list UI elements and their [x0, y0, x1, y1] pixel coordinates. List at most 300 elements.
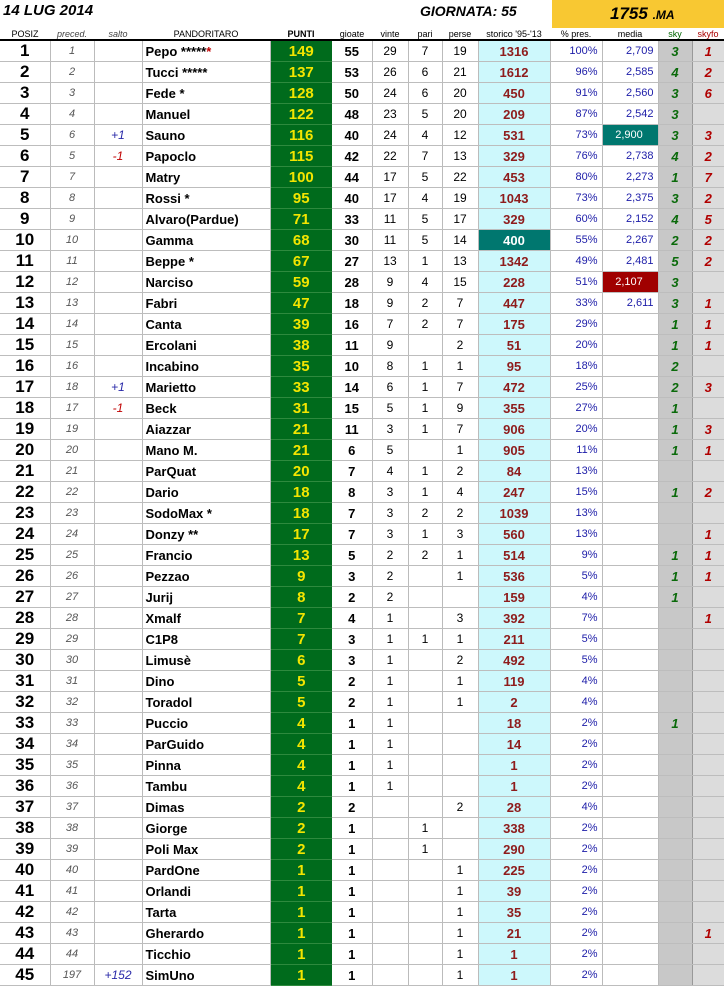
sky-cell — [658, 755, 692, 776]
won-cell: 11 — [372, 209, 408, 230]
skyfo-cell: 2 — [692, 482, 724, 503]
sky-cell — [658, 881, 692, 902]
player-name-cell: C1P8 — [142, 629, 270, 650]
historic-cell: 159 — [478, 587, 550, 608]
header-vinte: vinte — [372, 28, 408, 40]
drawn-cell: 1 — [408, 398, 442, 419]
played-cell: 40 — [332, 125, 372, 146]
points-cell: 39 — [270, 314, 332, 335]
position-cell: 10 — [0, 230, 50, 251]
player-name-cell: Orlandi — [142, 881, 270, 902]
points-cell: 31 — [270, 398, 332, 419]
previous-position-cell: 3 — [50, 83, 94, 104]
won-cell: 22 — [372, 146, 408, 167]
presence-cell: 5% — [550, 650, 602, 671]
historic-cell: 119 — [478, 671, 550, 692]
jump-cell — [94, 818, 142, 839]
drawn-cell — [408, 566, 442, 587]
presence-cell: 4% — [550, 797, 602, 818]
jump-cell — [94, 713, 142, 734]
jump-cell — [94, 944, 142, 965]
presence-cell: 87% — [550, 104, 602, 125]
player-name-cell: Fede * — [142, 83, 270, 104]
drawn-cell — [408, 692, 442, 713]
previous-position-cell: 4 — [50, 104, 94, 125]
table-row — [0, 272, 724, 293]
table-row — [0, 671, 724, 692]
table-row — [0, 461, 724, 482]
points-cell: 1 — [270, 902, 332, 923]
played-cell: 30 — [332, 230, 372, 251]
points-cell: 33 — [270, 377, 332, 398]
previous-position-cell: 14 — [50, 314, 94, 335]
presence-cell: 15% — [550, 482, 602, 503]
position-cell: 29 — [0, 629, 50, 650]
drawn-cell — [408, 923, 442, 944]
presence-cell: 25% — [550, 377, 602, 398]
position-cell: 30 — [0, 650, 50, 671]
points-cell: 4 — [270, 734, 332, 755]
average-cell — [602, 398, 658, 419]
won-cell: 4 — [372, 461, 408, 482]
player-name-cell: Fabri — [142, 293, 270, 314]
jump-cell — [94, 440, 142, 461]
presence-cell: 4% — [550, 671, 602, 692]
previous-position-cell: 36 — [50, 776, 94, 797]
skyfo-cell — [692, 734, 724, 755]
historic-cell: 228 — [478, 272, 550, 293]
played-cell: 27 — [332, 251, 372, 272]
historic-cell: 453 — [478, 167, 550, 188]
historic-cell: 329 — [478, 209, 550, 230]
won-cell: 7 — [372, 314, 408, 335]
table-row — [0, 335, 724, 356]
won-cell — [372, 965, 408, 986]
player-name-cell: Francio — [142, 545, 270, 566]
presence-cell: 27% — [550, 398, 602, 419]
player-name-cell: Gherardo — [142, 923, 270, 944]
sky-cell — [658, 524, 692, 545]
skyfo-cell — [692, 860, 724, 881]
presence-cell: 80% — [550, 167, 602, 188]
position-cell: 23 — [0, 503, 50, 524]
average-cell — [602, 335, 658, 356]
position-cell: 17 — [0, 377, 50, 398]
skyfo-cell — [692, 755, 724, 776]
lost-cell: 2 — [442, 650, 478, 671]
played-cell: 1 — [332, 860, 372, 881]
lost-cell: 7 — [442, 314, 478, 335]
lost-cell: 1 — [442, 692, 478, 713]
points-cell: 116 — [270, 125, 332, 146]
sky-cell: 5 — [658, 251, 692, 272]
previous-position-cell: 17 — [50, 398, 94, 419]
drawn-cell: 4 — [408, 272, 442, 293]
presence-cell: 20% — [550, 335, 602, 356]
won-cell: 1 — [372, 671, 408, 692]
played-cell: 1 — [332, 881, 372, 902]
jump-cell — [94, 587, 142, 608]
player-name-cell: Pezzao — [142, 566, 270, 587]
average-cell: 2,107 — [602, 272, 658, 293]
drawn-cell: 1 — [408, 629, 442, 650]
player-name-cell: Alvaro(Pardue) — [142, 209, 270, 230]
presence-cell: 2% — [550, 860, 602, 881]
jump-cell — [94, 839, 142, 860]
points-cell: 1 — [270, 923, 332, 944]
average-cell — [602, 755, 658, 776]
average-cell — [602, 734, 658, 755]
sky-cell: 2 — [658, 356, 692, 377]
presence-cell: 2% — [550, 923, 602, 944]
table-row — [0, 62, 724, 83]
previous-position-cell: 26 — [50, 566, 94, 587]
player-name-cell: Sauno — [142, 125, 270, 146]
historic-cell: 209 — [478, 104, 550, 125]
previous-position-cell: 6 — [50, 125, 94, 146]
won-cell: 1 — [372, 650, 408, 671]
presence-cell: 60% — [550, 209, 602, 230]
points-cell: 5 — [270, 671, 332, 692]
standings-table — [0, 28, 724, 986]
player-name-cell: Puccio — [142, 713, 270, 734]
skyfo-cell: 1 — [692, 608, 724, 629]
won-cell: 3 — [372, 482, 408, 503]
played-cell: 3 — [332, 566, 372, 587]
points-cell: 6 — [270, 650, 332, 671]
jump-cell — [94, 734, 142, 755]
won-cell: 1 — [372, 776, 408, 797]
average-cell: 2,542 — [602, 104, 658, 125]
points-cell: 59 — [270, 272, 332, 293]
presence-cell: 11% — [550, 440, 602, 461]
skyfo-cell: 2 — [692, 251, 724, 272]
won-cell: 9 — [372, 335, 408, 356]
presence-cell: 13% — [550, 524, 602, 545]
skyfo-cell — [692, 881, 724, 902]
position-cell: 27 — [0, 587, 50, 608]
table-row — [0, 188, 724, 209]
drawn-cell — [408, 650, 442, 671]
jump-cell: +152 — [94, 965, 142, 986]
presence-cell: 2% — [550, 902, 602, 923]
player-name-cell: Donzy ** — [142, 524, 270, 545]
drawn-cell — [408, 965, 442, 986]
position-cell: 43 — [0, 923, 50, 944]
position-cell: 37 — [0, 797, 50, 818]
points-cell: 67 — [270, 251, 332, 272]
player-name-cell: Giorge — [142, 818, 270, 839]
won-cell: 13 — [372, 251, 408, 272]
header-storico: storico '95-'13 — [478, 28, 550, 40]
average-cell — [602, 545, 658, 566]
won-cell — [372, 902, 408, 923]
jump-cell: -1 — [94, 146, 142, 167]
average-cell — [602, 377, 658, 398]
lost-cell — [442, 713, 478, 734]
header-preced: preced. — [50, 28, 94, 40]
table-row — [0, 83, 724, 104]
average-cell — [602, 314, 658, 335]
previous-position-cell: 2 — [50, 62, 94, 83]
position-cell: 4 — [0, 104, 50, 125]
previous-position-cell: 23 — [50, 503, 94, 524]
points-cell: 95 — [270, 188, 332, 209]
won-cell: 24 — [372, 83, 408, 104]
previous-position-cell: 39 — [50, 839, 94, 860]
header-media: media — [602, 28, 658, 40]
drawn-cell — [408, 587, 442, 608]
table-row — [0, 104, 724, 125]
sky-cell — [658, 461, 692, 482]
sky-cell: 3 — [658, 272, 692, 293]
presence-cell: 18% — [550, 356, 602, 377]
jump-cell — [94, 356, 142, 377]
position-cell: 15 — [0, 335, 50, 356]
jump-cell — [94, 209, 142, 230]
won-cell — [372, 818, 408, 839]
played-cell: 33 — [332, 209, 372, 230]
skyfo-cell — [692, 839, 724, 860]
lost-cell: 13 — [442, 251, 478, 272]
player-name-cell: Limusè — [142, 650, 270, 671]
previous-position-cell: 44 — [50, 944, 94, 965]
player-name-cell: PardOne — [142, 860, 270, 881]
skyfo-cell — [692, 461, 724, 482]
position-cell: 20 — [0, 440, 50, 461]
score-value — [610, 4, 675, 24]
played-cell: 1 — [332, 734, 372, 755]
presence-cell: 76% — [550, 146, 602, 167]
previous-position-cell: 34 — [50, 734, 94, 755]
played-cell: 11 — [332, 335, 372, 356]
previous-position-cell: 1 — [50, 40, 94, 62]
points-cell: 1 — [270, 965, 332, 986]
table-row — [0, 902, 724, 923]
jump-cell — [94, 902, 142, 923]
points-cell: 2 — [270, 818, 332, 839]
player-name-cell: SodoMax * — [142, 503, 270, 524]
played-cell: 1 — [332, 902, 372, 923]
played-cell: 4 — [332, 608, 372, 629]
sky-cell: 3 — [658, 188, 692, 209]
average-cell — [602, 713, 658, 734]
won-cell — [372, 944, 408, 965]
won-cell: 9 — [372, 293, 408, 314]
won-cell: 1 — [372, 755, 408, 776]
historic-cell: 531 — [478, 125, 550, 146]
presence-cell: 5% — [550, 566, 602, 587]
table-row — [0, 167, 724, 188]
average-cell — [602, 692, 658, 713]
presence-cell: 73% — [550, 125, 602, 146]
table-row — [0, 314, 724, 335]
historic-cell: 51 — [478, 335, 550, 356]
won-cell: 1 — [372, 629, 408, 650]
average-cell — [602, 860, 658, 881]
average-cell — [602, 818, 658, 839]
points-cell: 17 — [270, 524, 332, 545]
lost-cell: 1 — [442, 965, 478, 986]
jump-cell — [94, 881, 142, 902]
points-cell: 35 — [270, 356, 332, 377]
average-cell — [602, 902, 658, 923]
position-cell: 16 — [0, 356, 50, 377]
position-cell: 2 — [0, 62, 50, 83]
header-pres: % pres. — [550, 28, 602, 40]
average-cell: 2,267 — [602, 230, 658, 251]
points-cell: 7 — [270, 608, 332, 629]
previous-position-cell: 38 — [50, 818, 94, 839]
player-name-cell: Pinna — [142, 755, 270, 776]
sky-cell: 3 — [658, 125, 692, 146]
skyfo-cell: 1 — [692, 440, 724, 461]
lost-cell: 1 — [442, 545, 478, 566]
historic-cell: 355 — [478, 398, 550, 419]
lost-cell: 13 — [442, 146, 478, 167]
player-name-cell: SimUno — [142, 965, 270, 986]
average-cell: 2,611 — [602, 293, 658, 314]
points-cell: 7 — [270, 629, 332, 650]
drawn-cell: 5 — [408, 104, 442, 125]
previous-position-cell: 43 — [50, 923, 94, 944]
jump-cell — [94, 335, 142, 356]
presence-cell: 51% — [550, 272, 602, 293]
position-cell: 7 — [0, 167, 50, 188]
lost-cell: 1 — [442, 881, 478, 902]
historic-cell: 18 — [478, 713, 550, 734]
player-name-cell: Papoclo — [142, 146, 270, 167]
played-cell: 7 — [332, 461, 372, 482]
position-cell: 11 — [0, 251, 50, 272]
table-row — [0, 713, 724, 734]
presence-cell: 100% — [550, 40, 602, 62]
previous-position-cell: 21 — [50, 461, 94, 482]
lost-cell: 1 — [442, 629, 478, 650]
points-cell: 13 — [270, 545, 332, 566]
position-cell: 44 — [0, 944, 50, 965]
position-cell: 22 — [0, 482, 50, 503]
presence-cell: 13% — [550, 503, 602, 524]
table-row — [0, 839, 724, 860]
table-row — [0, 692, 724, 713]
points-cell: 100 — [270, 167, 332, 188]
table-row — [0, 587, 724, 608]
average-cell — [602, 482, 658, 503]
drawn-cell: 1 — [408, 482, 442, 503]
sky-cell: 1 — [658, 335, 692, 356]
played-cell: 1 — [332, 965, 372, 986]
presence-cell: 4% — [550, 587, 602, 608]
presence-cell: 2% — [550, 776, 602, 797]
average-cell — [602, 965, 658, 986]
table-row — [0, 776, 724, 797]
lost-cell — [442, 587, 478, 608]
jump-cell — [94, 83, 142, 104]
lost-cell: 1 — [442, 860, 478, 881]
historic-cell: 1 — [478, 755, 550, 776]
jump-cell — [94, 503, 142, 524]
drawn-cell: 1 — [408, 377, 442, 398]
drawn-cell — [408, 755, 442, 776]
table-row — [0, 125, 724, 146]
skyfo-cell — [692, 104, 724, 125]
player-name-cell: Jurij — [142, 587, 270, 608]
won-cell: 2 — [372, 545, 408, 566]
drawn-cell — [408, 944, 442, 965]
position-cell: 19 — [0, 419, 50, 440]
played-cell: 48 — [332, 104, 372, 125]
lost-cell: 7 — [442, 377, 478, 398]
points-cell: 5 — [270, 692, 332, 713]
sky-cell: 2 — [658, 377, 692, 398]
jump-cell — [94, 545, 142, 566]
top-bar — [0, 0, 724, 28]
played-cell: 3 — [332, 629, 372, 650]
previous-position-cell: 29 — [50, 629, 94, 650]
sky-cell — [658, 944, 692, 965]
points-cell: 20 — [270, 461, 332, 482]
won-cell: 29 — [372, 40, 408, 62]
sky-cell — [658, 671, 692, 692]
skyfo-cell — [692, 272, 724, 293]
average-cell — [602, 566, 658, 587]
points-cell: 4 — [270, 713, 332, 734]
skyfo-cell: 1 — [692, 314, 724, 335]
sky-cell: 3 — [658, 83, 692, 104]
table-row — [0, 440, 724, 461]
presence-cell: 96% — [550, 62, 602, 83]
lost-cell: 21 — [442, 62, 478, 83]
lost-cell — [442, 839, 478, 860]
drawn-cell: 7 — [408, 40, 442, 62]
previous-position-cell: 197 — [50, 965, 94, 986]
historic-cell: 2 — [478, 692, 550, 713]
historic-cell: 39 — [478, 881, 550, 902]
points-cell: 18 — [270, 503, 332, 524]
historic-cell: 905 — [478, 440, 550, 461]
position-cell: 14 — [0, 314, 50, 335]
skyfo-cell — [692, 650, 724, 671]
table-row — [0, 293, 724, 314]
drawn-cell — [408, 776, 442, 797]
historic-cell: 21 — [478, 923, 550, 944]
lost-cell — [442, 818, 478, 839]
won-cell: 23 — [372, 104, 408, 125]
jump-cell — [94, 314, 142, 335]
presence-cell: 2% — [550, 734, 602, 755]
table-row — [0, 629, 724, 650]
drawn-cell: 1 — [408, 461, 442, 482]
jump-cell — [94, 461, 142, 482]
average-cell: 2,481 — [602, 251, 658, 272]
points-cell: 149 — [270, 40, 332, 62]
jump-cell — [94, 650, 142, 671]
jump-cell — [94, 188, 142, 209]
skyfo-cell — [692, 818, 724, 839]
jump-cell — [94, 104, 142, 125]
played-cell: 40 — [332, 188, 372, 209]
won-cell: 17 — [372, 188, 408, 209]
drawn-cell — [408, 335, 442, 356]
player-name-cell: Tambu — [142, 776, 270, 797]
sky-cell: 4 — [658, 62, 692, 83]
previous-position-cell: 41 — [50, 881, 94, 902]
historic-cell: 906 — [478, 419, 550, 440]
average-cell: 2,375 — [602, 188, 658, 209]
previous-position-cell: 42 — [50, 902, 94, 923]
sky-cell — [658, 608, 692, 629]
